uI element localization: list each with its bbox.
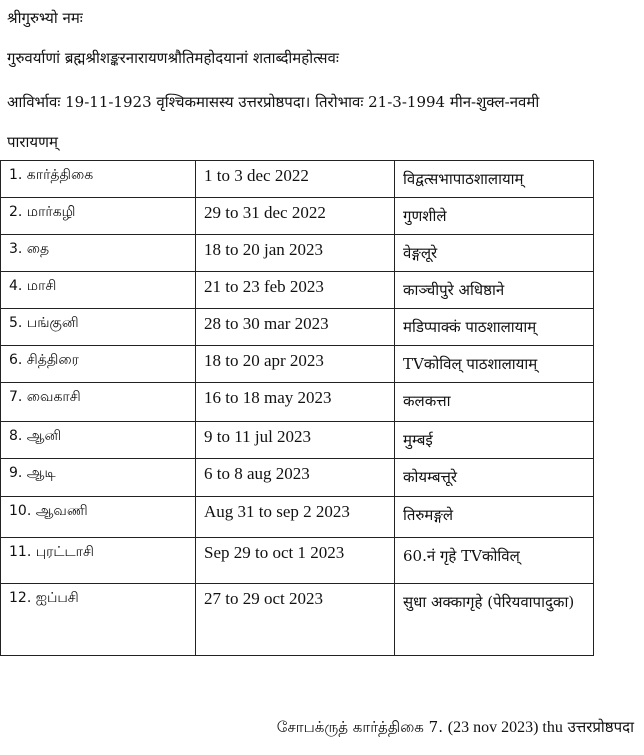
month-cell: 11. புரட்டாசி xyxy=(1,538,196,584)
place-cell: गुणशीले xyxy=(395,198,594,235)
table-row xyxy=(1,584,594,656)
month-cell: 10. ஆவணி xyxy=(1,497,196,538)
date-cell: 18 to 20 apr 2023 xyxy=(196,346,395,383)
place-cell: TVकोविल् पाठशालायाम् xyxy=(395,346,594,383)
place-cell: मडिप्पाक्कं पाठशालायाम् xyxy=(395,309,594,346)
month-cell: 8. ஆனி xyxy=(1,422,196,459)
month-cell: 7. வைகாசி xyxy=(1,383,196,422)
table-row xyxy=(1,272,594,309)
footer-suffix: उत्तरप्रोष्ठपदा xyxy=(562,718,634,736)
date-cell: 28 to 30 mar 2023 xyxy=(196,309,395,346)
table-row xyxy=(1,235,594,272)
table-row xyxy=(1,459,594,497)
invocation-line: श्रीगुरुभ्यो नमः xyxy=(7,9,83,27)
table-row xyxy=(1,346,594,383)
date-cell: Sep 29 to oct 1 2023 xyxy=(196,538,395,584)
date-cell: 18 to 20 jan 2023 xyxy=(196,235,395,272)
place-cell: काञ्चीपुरे अधिष्ठाने xyxy=(395,272,594,309)
dates-line: आविर्भावः 19-11-1923 वृश्चिकमासस्य उत्तरप्रोष्ठपदा। तिरोभावः 21-3-1994 मीन-शुक्ल-नवमी xyxy=(7,93,540,111)
table-row xyxy=(1,161,594,198)
table-row xyxy=(1,198,594,235)
date-cell: 27 to 29 oct 2023 xyxy=(196,584,395,656)
place-cell: कोयम्बत्तूरे xyxy=(395,459,594,497)
place-cell: 60.नं गृहे TVकोविल् xyxy=(395,538,594,584)
place-cell: मुम्बई xyxy=(395,422,594,459)
date-cell: 6 to 8 aug 2023 xyxy=(196,459,395,497)
date-cell: Aug 31 to sep 2 2023 xyxy=(196,497,395,538)
footer-date: (23 nov 2023) thu xyxy=(447,719,563,736)
month-cell: 6. சித்திரை xyxy=(1,346,196,383)
title-line: गुरुवर्याणां ब्रह्मश्रीशङ्करनारायणश्रौतिमहोदयानां शताब्दीमहोत्सवः xyxy=(7,49,339,67)
place-cell: कलकत्ता xyxy=(395,383,594,422)
date-cell: 21 to 23 feb 2023 xyxy=(196,272,395,309)
month-cell: 2. மார்கழி xyxy=(1,198,196,235)
month-cell: 5. பங்குனி xyxy=(1,309,196,346)
date-cell: 29 to 31 dec 2022 xyxy=(196,198,395,235)
month-cell: 4. மாசி xyxy=(1,272,196,309)
footer-prefix: சோபக்ருத் கார்த்திகை 7. xyxy=(276,718,448,736)
section-heading: पारायणम् xyxy=(7,133,58,151)
month-cell: 1. கார்த்திகை xyxy=(1,161,196,198)
month-cell: 3. தை xyxy=(1,235,196,272)
month-cell: 9. ஆடி xyxy=(1,459,196,497)
date-cell: 1 to 3 dec 2022 xyxy=(196,161,395,198)
schedule-table xyxy=(0,160,594,656)
table-row xyxy=(1,497,594,538)
table-row xyxy=(1,538,594,584)
month-cell: 12. ஐப்பசி xyxy=(1,584,196,656)
place-cell: सुधा अक्कागृहे (पेरियवापादुका) xyxy=(395,584,594,656)
table-row xyxy=(1,422,594,459)
place-cell: वेङ्गलूरे xyxy=(395,235,594,272)
footer-line xyxy=(277,717,634,738)
place-cell: विद्वत्सभापाठशालायाम् xyxy=(395,161,594,198)
date-cell: 16 to 18 may 2023 xyxy=(196,383,395,422)
place-cell: तिरुमङ्गले xyxy=(395,497,594,538)
date-cell: 9 to 11 jul 2023 xyxy=(196,422,395,459)
table-row xyxy=(1,383,594,422)
table-row xyxy=(1,309,594,346)
